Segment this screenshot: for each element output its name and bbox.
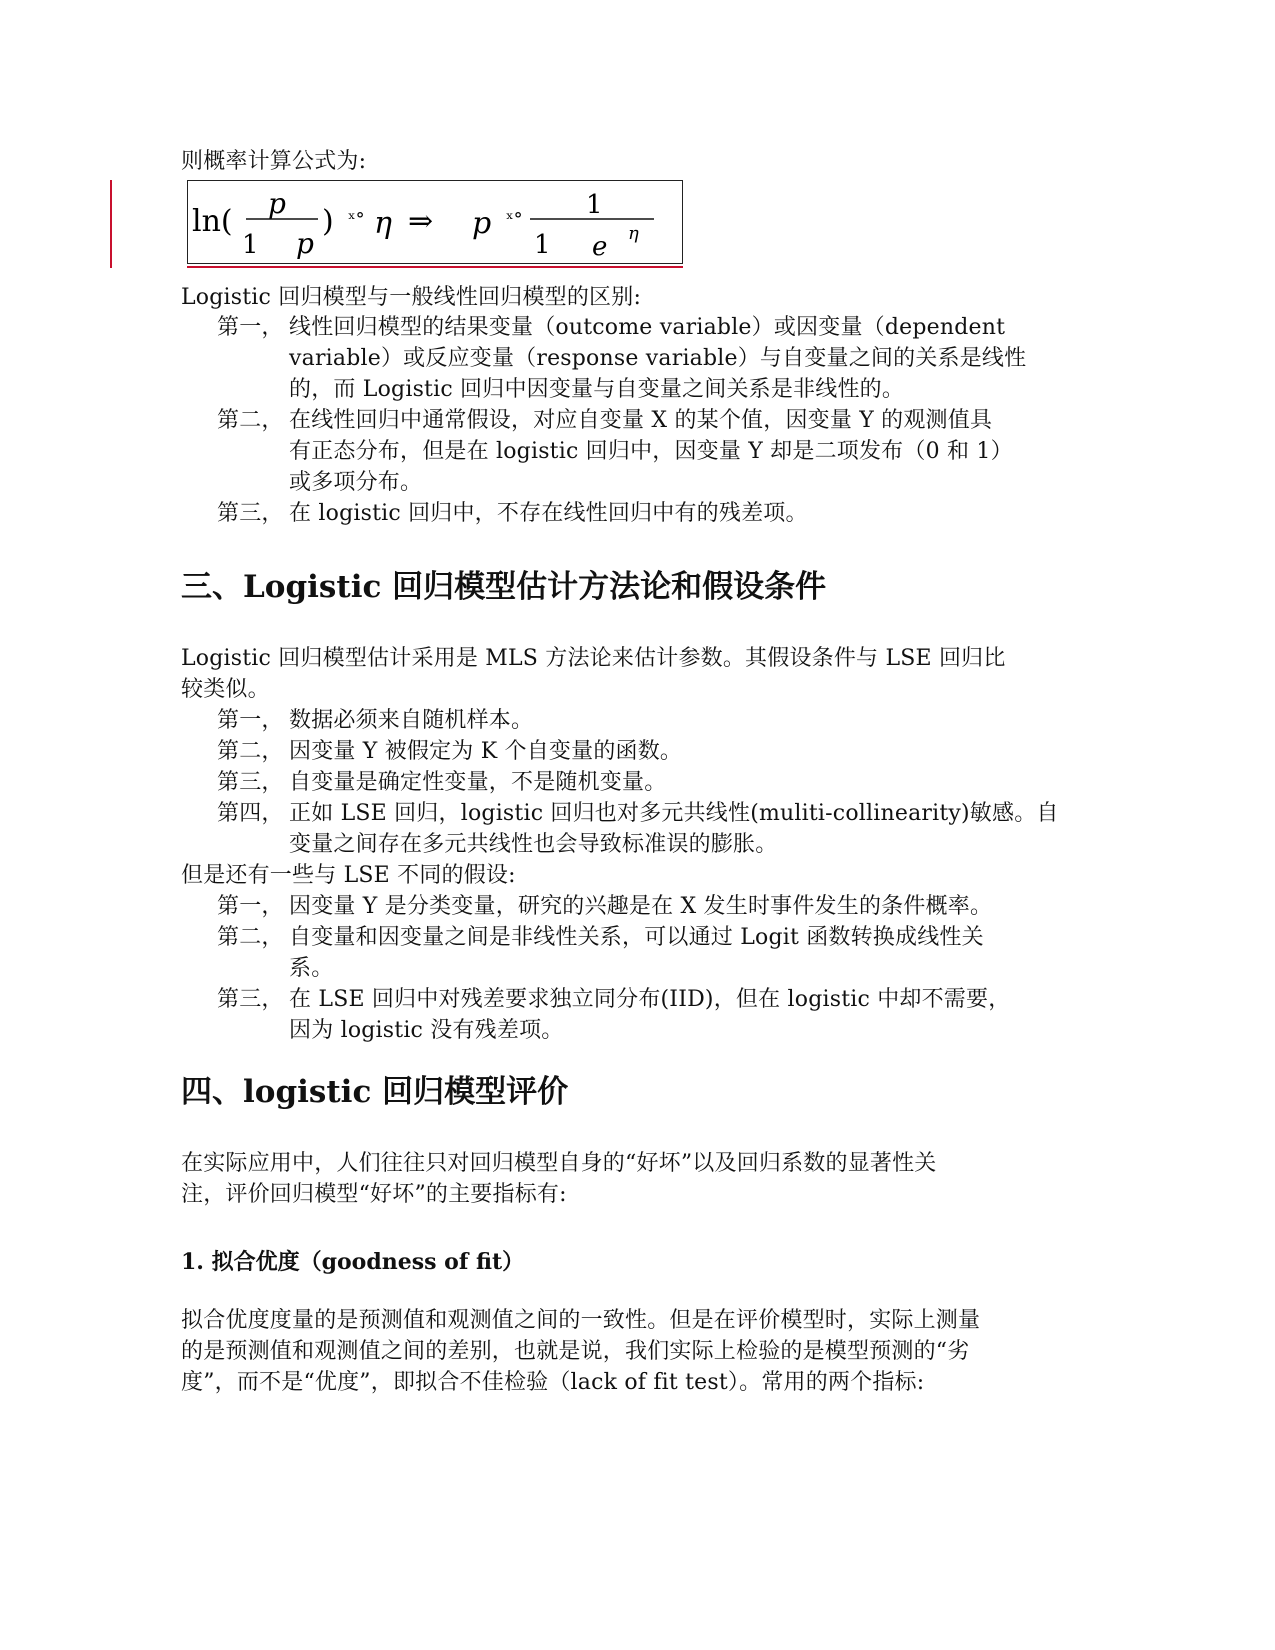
formula-numerator-one: 1 (586, 190, 603, 220)
list-line: 系。 (289, 956, 334, 981)
comparison-heading: Logistic 回归模型与一般线性回归模型的区别: (181, 285, 642, 310)
list-label: 第二， (217, 925, 284, 950)
list-label: 第二， (217, 408, 284, 433)
but-line: 但是还有一些与 LSE 不同的假设: (181, 863, 516, 888)
formula-eta-exponent: η (628, 223, 639, 244)
subsection-goodness-of-fit-title: 1. 拟合优度（goodness of fit） (181, 1249, 525, 1275)
list-label: 第四， (217, 801, 284, 826)
formula-den-one-2: 1 (534, 230, 551, 260)
section3-para-line: 较类似。 (181, 677, 270, 702)
list-line: 正如 LSE 回归，logistic 回归也对多元共线性(muliti-collinearity)敏感。自 (289, 801, 1059, 826)
list-line: 因变量 Y 被假定为 K 个自变量的函数。 (289, 739, 683, 764)
section4-title: 四、logistic 回归模型评价 (181, 1074, 569, 1110)
section3-title: 三、Logistic 回归模型估计方法论和假设条件 (181, 569, 827, 605)
list-label: 第一， (217, 894, 284, 919)
formula-den-p: p (296, 227, 314, 260)
list-label: 第一， (217, 708, 284, 733)
list-label: 第三， (217, 770, 284, 795)
list-label: 第三， (217, 987, 284, 1012)
list-line: 有正态分布，但是在 logistic 回归中，因变量 Y 却是二项发布（0 和 1） (289, 439, 1013, 464)
list-line: 数据必须来自随机样本。 (289, 708, 534, 733)
list-line: 自变量和因变量之间是非线性关系，可以通过 Logit 函数转换成线性关 (289, 925, 984, 950)
list-line: 的，而 Logistic 回归中因变量与自变量之间关系是非线性的。 (289, 377, 905, 402)
logit-formula (188, 181, 682, 263)
formula-underline (187, 266, 683, 268)
formula-eq-glyph-1: ˣ° (348, 209, 365, 230)
change-bar (110, 180, 112, 268)
list-line: 或多项分布。 (289, 470, 423, 495)
sub1-para-line: 拟合优度度量的是预测值和观测值之间的一致性。但是在评价模型时，实际上测量 (181, 1308, 981, 1333)
formula-p-numerator: p (268, 187, 286, 220)
intro-text: 则概率计算公式为: (181, 149, 367, 174)
sub1-para-line: 度”，而不是“优度”，即拟合不佳检验（lack of fit test）。常用的两个指标: (181, 1370, 925, 1395)
sub1-para-line: 的是预测值和观测值之间的差别，也就是说，我们实际上检验的是模型预测的“劣 (181, 1339, 970, 1364)
formula-close-paren: ) (322, 204, 334, 239)
list-line: 因变量 Y 是分类变量，研究的兴趣是在 X 发生时事件发生的条件概率。 (289, 894, 993, 919)
list-line: 因为 logistic 没有残差项。 (289, 1018, 564, 1043)
formula-eta: η (374, 206, 392, 241)
formula-box (187, 180, 683, 264)
formula-ln: ln( (192, 204, 233, 239)
list-line: variable）或反应变量（response variable）与自变量之间的关系是线性 (289, 346, 1027, 371)
list-line: 在 LSE 回归中对残差要求独立同分布(IID)，但在 logistic 中却不需要， (289, 987, 1011, 1012)
section4-para-line: 注，评价回归模型“好坏”的主要指标有: (181, 1182, 567, 1207)
list-line: 自变量是确定性变量，不是随机变量。 (289, 770, 667, 795)
formula-implies: ⇒ (408, 204, 434, 239)
formula-p: p (472, 206, 492, 241)
list-label: 第三， (217, 501, 284, 526)
list-label: 第二， (217, 739, 284, 764)
list-label: 第一， (217, 315, 284, 340)
section4-para-line: 在实际应用中，人们往往只对回归模型自身的“好坏”以及回归系数的显著性关 (181, 1151, 937, 1176)
formula-den-one: 1 (242, 230, 259, 260)
list-line: 变量之间存在多元共线性也会导致标准误的膨胀。 (289, 832, 778, 857)
list-line: 线性回归模型的结果变量（outcome variable）或因变量（dependent (289, 315, 1006, 340)
formula-eq-glyph-2: ˣ° (506, 209, 523, 230)
section3-para-line: Logistic 回归模型估计采用是 MLS 方法论来估计参数。其假设条件与 LSE 回归比 (181, 646, 1006, 671)
formula-e: e (592, 232, 608, 262)
list-line: 在线性回归中通常假设，对应自变量 X 的某个值，因变量 Y 的观测值具 (289, 408, 993, 433)
list-line: 在 logistic 回归中，不存在线性回归中有的残差项。 (289, 501, 808, 526)
